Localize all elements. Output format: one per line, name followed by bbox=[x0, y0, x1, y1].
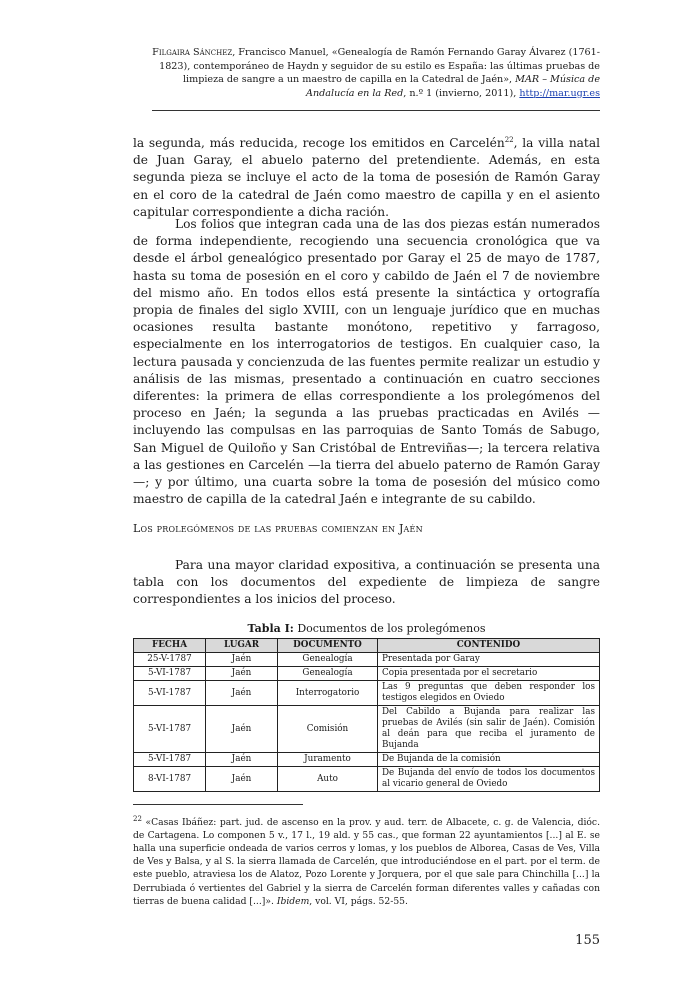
table-row bbox=[134, 667, 600, 681]
header-contenido: CONTENIDO bbox=[378, 639, 600, 653]
table-row bbox=[134, 753, 600, 767]
paragraph-1 bbox=[133, 132, 600, 221]
cell-fecha: 8-VI-1787 bbox=[134, 767, 206, 792]
footnote-ref-22[interactable]: 22 bbox=[504, 136, 514, 144]
cell-fecha: 25-V-1787 bbox=[134, 653, 206, 667]
footnote-number: 22 bbox=[133, 815, 142, 823]
cell-lugar: Jaén bbox=[206, 681, 278, 706]
cell-contenido: De Bujanda del envío de todos los documentos al vicario general de Oviedo bbox=[378, 767, 600, 792]
cell-lugar: Jaén bbox=[206, 767, 278, 792]
cell-fecha: 5-VI-1787 bbox=[134, 681, 206, 706]
paragraph-2-text: Los folios que integran cada una de las dos piezas están numerados de forma independiente, recogiendo una secuencia cronológica que va desde el árbol genealógico presentado por Garay el 25 de mayo de 1787, hasta su toma de posesión en el coro y cabildo de Jaén el 7 de noviembre del mismo año. En todos ellos está presente la sintáctica y ortografía propia de finales del siglo XVIII, con un lenguaje jurídico que en muchas ocasiones resulta bastante monótono, repetitivo y farragoso, especialmente en los interrogatorios de testigos. En cualquier caso, la lectura pausada y concienzuda de las fuentes permite realizar un estudio y análisis de las mismas, presentado a continuación en cuatro secciones diferentes: la primera de ellas correspondiente a los prolegómenos del proceso en Jaén; la segunda a las pruebas practicadas en Avilés —incluyendo las compulsas en las parroquias de Santo Tomás de Sabugo, San Miguel de Quiloño y San Cristóbal de Entreviñas—; la tercera relativa a las gestiones en Carcelén —la tierra del abuelo paterno de Ramón Garay—; y por último, una cuarta sobre la toma de posesión del músico como maestro de capilla de la catedral Jaén e integrante de su cabildo. bbox=[133, 217, 600, 507]
table-caption bbox=[133, 622, 600, 635]
table-row bbox=[134, 653, 600, 667]
header-divider bbox=[152, 110, 600, 111]
table-caption-label: Tabla I: bbox=[247, 622, 294, 635]
paragraph-1-end: , la villa natal de Juan Garay, el abuelo paterno del pretendiente. Además, en esta segunda pieza se incluye el acto de la toma de posesión de Ramón Garay en el coro de la catedral de Jaén como maestro de capilla y en el asiento capitular correspondiente a dicha ración. bbox=[133, 136, 600, 219]
header-fecha: FECHA bbox=[134, 639, 206, 653]
table-row bbox=[134, 681, 600, 706]
cell-fecha: 5-VI-1787 bbox=[134, 706, 206, 753]
footnote-text: «Casas Ibáñez: part. jud. de ascenso en la prov. y aud. terr. de Albacete, c. g. de Valencia, dióc. de Cartagena. Lo componen 5 v., 17 l., 19 ald. y 55 cas., que forman 22 ayuntamientos [...] al E. se halla una superficie ondeada de varios cerros y lomas, y los pueblos de Alborea, Casas de Ves, Villa de Ves y Balsa, y al S. la sierra llamada de Carcelén, que introduciéndose en el part. por el term. de este pueblo, atraviesa los de Alatoz, Pozo Lorente y Jorquera, por el que sale para Chinchilla [...] la Derrubiada ó vertientes del Gabriel y la sierra de Carcelén forman diferentes valles y cañadas con tierras de buena calidad [...]». bbox=[133, 817, 600, 907]
footnote-source: Ibidem bbox=[276, 895, 310, 907]
header-author: Filgaira Sánchez bbox=[152, 47, 233, 58]
cell-documento: Auto bbox=[278, 767, 378, 792]
cell-lugar: Jaén bbox=[206, 706, 278, 753]
cell-documento: Interrogatorio bbox=[278, 681, 378, 706]
header-lugar: LUGAR bbox=[206, 639, 278, 653]
cell-contenido: De Bujanda de la comisión bbox=[378, 753, 600, 767]
running-header bbox=[150, 46, 600, 100]
cell-fecha: 5-VI-1787 bbox=[134, 667, 206, 681]
footnote-22 bbox=[133, 813, 600, 908]
cell-documento: Genealogía bbox=[278, 667, 378, 681]
documents-table bbox=[133, 638, 600, 792]
page-number: 155 bbox=[575, 933, 600, 948]
cell-lugar: Jaén bbox=[206, 753, 278, 767]
paragraph-3-text: Para una mayor claridad expositiva, a continuación se presenta una tabla con los documentos del expediente de limpieza de sangre correspondientes a los inicios del proceso. bbox=[133, 558, 600, 607]
table-header-row bbox=[134, 639, 600, 653]
cell-contenido: Del Cabildo a Bujanda para realizar las pruebas de Avilés (sin salir de Jaén). Comisión al deán para que reciba el juramento de Bujanda bbox=[378, 706, 600, 753]
cell-contenido: Copia presentada por el secretario bbox=[378, 667, 600, 681]
cell-documento: Juramento bbox=[278, 753, 378, 767]
cell-fecha: 5-VI-1787 bbox=[134, 753, 206, 767]
section-title: Los prolegómenos de las pruebas comienzan en Jaén bbox=[133, 522, 423, 535]
paragraph-2 bbox=[133, 216, 600, 508]
header-citation: , Francisco Manuel, «Genealogía de Ramón Fernando Garay Álvarez (1761-1823), contemporáneo de Haydn y seguidor de su estilo es España: las últimas pruebas de limpieza de sangre a un maestro de capilla en la Catedral de Jaén», bbox=[159, 47, 600, 86]
table-row bbox=[134, 767, 600, 792]
cell-contenido: Presentada por Garay bbox=[378, 653, 600, 667]
cell-documento: Comisión bbox=[278, 706, 378, 753]
table-caption-text: Documentos de los prolegómenos bbox=[293, 622, 486, 635]
paragraph-3 bbox=[133, 557, 600, 609]
cell-lugar: Jaén bbox=[206, 667, 278, 681]
header-journal: MAR – Música de Andalucía en la Red bbox=[306, 74, 600, 99]
cell-lugar: Jaén bbox=[206, 653, 278, 667]
paragraph-1-start: la segunda, más reducida, recoge los emitidos en Carcelén bbox=[133, 136, 505, 151]
header-url-link[interactable]: http://mar.ugr.es bbox=[519, 87, 600, 99]
table-row bbox=[134, 706, 600, 753]
footnote-divider bbox=[133, 804, 303, 805]
footnote-pages: , vol. VI, págs. 52-55. bbox=[309, 895, 408, 907]
cell-contenido: Las 9 preguntas que deben responder los testigos elegidos en Oviedo bbox=[378, 681, 600, 706]
header-issue: , n.º 1 (invierno, 2011), bbox=[403, 87, 520, 99]
cell-documento: Genealogía bbox=[278, 653, 378, 667]
header-documento: DOCUMENTO bbox=[278, 639, 378, 653]
